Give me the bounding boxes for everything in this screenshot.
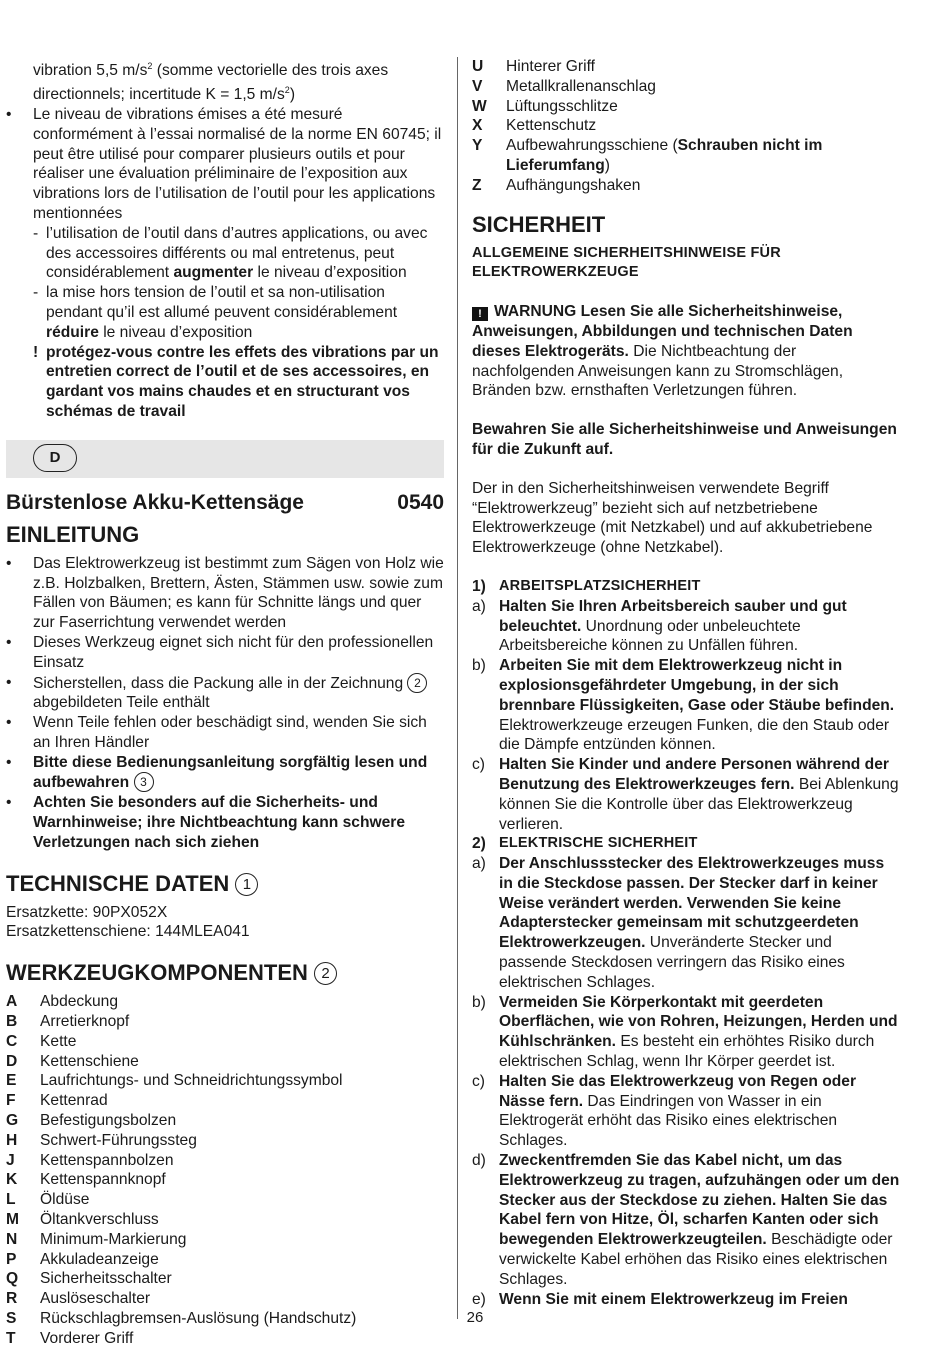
allgemeine-heading: ALLGEMEINE SICHERHEITSHINWEISE FÜR ELEKTROWERKZEUGE [472,244,781,281]
component-letter: D [6,1052,18,1070]
vibration-line-1: vibration 5,5 $m/s^2$ (somme vectorielle des trois axes [33,61,389,80]
einleitung-bullet-2: • Dieses Werkzeug eignet sich nicht für den professionellen Einsatz [6,633,444,673]
section-2: 2) ELEKTRISCHE SICHERHEIT [472,835,698,853]
component-label: Kette [40,1032,77,1050]
component-item [6,1269,444,1289]
component-item [6,1190,444,1210]
component-label: Schwert-Führungssteg [40,1131,197,1149]
component-item [6,1289,444,1309]
right-column [472,57,902,1309]
section-1b: b) Arbeiten Sie mit dem Elektrowerkzeug nicht in explosionsgefährdeter Umgebung, in der sich brennbare Flüssigkeiten, Gase oder Stäube befinden. Elektrowerkzeuge erzeugen Funken, die den Staub oder die Dämpfe entzünden können. [472,657,895,754]
technische-daten-heading: TECHNISCHE DATEN 1 [6,869,444,899]
component-letter: P [6,1250,17,1268]
component-letter: A [6,993,18,1011]
component-label: Befestigungsbolzen [40,1112,177,1130]
vibration-sub-1: - l’utilisation de l’outil dans d’autres applications, ou avec des accessoires différents ou mal entretenus, peut considérablement augmenter le niveau d’exposition [6,224,444,283]
component-label: Kettenrad [40,1092,108,1110]
component-item [472,57,902,77]
vibration-line-2: directionnels; incertitude K = 1,5 $m/s^2$) [33,84,296,104]
component-list [6,992,444,1348]
left-column [6,57,444,1349]
product-code: 0540 [397,490,444,514]
figure-ref-icon: 3 [134,772,154,792]
component-item [6,1170,444,1190]
component-item [6,1131,444,1151]
component-letter: Q [6,1270,19,1288]
component-letter: C [6,1032,18,1050]
language-bar [6,440,444,478]
component-label: Arretierknopf [40,1013,130,1031]
product-title: Bürstenlose Akku-Kettensäge [6,490,304,514]
werkzeugkomponenten-heading: WERKZEUGKOMPONENTEN 2 [6,958,444,988]
ersatzkette: Ersatzkette: 90PX052X [6,903,168,921]
component-label: Öldüse [40,1191,90,1209]
component-list-continued [472,57,902,136]
section-2c: c) Halten Sie das Elektrowerkzeug von Regen oder Nässe fern. Das Eindringen von Wasser in ein Elektrogerät erhöht das Risiko eines elektrischen Schlages. [472,1072,857,1150]
component-item [472,116,902,136]
component-item [6,1151,444,1171]
ersatzkettenschiene: Ersatzkettenschiene: 144MLEA041 [6,923,250,941]
component-label: Metallkrallenanschlag [506,77,656,95]
figure-ref-icon: 2 [314,962,337,985]
component-label: Kettenspannbolzen [40,1151,174,1169]
component-label: Auslöseschalter [40,1290,151,1308]
component-letter: F [6,1092,16,1110]
component-item [6,1111,444,1131]
component-label: Sicherheitsschalter [40,1270,172,1288]
component-label: Vorderer Griff [40,1329,134,1347]
component-label: Minimum-Markierung [40,1230,187,1248]
component-item [6,1210,444,1230]
keep-instructions: Bewahren Sie alle Sicherheitshinweise und Anweisungen für die Zukunft auf. [472,421,897,458]
component-item [6,1091,444,1111]
section-1a: a) Halten Sie Ihren Arbeitsbereich sauber und gut beleuchtet. Unordnung oder unbeleuchtete Arbeitsbereiche können zu Unfällen führen. [472,597,847,655]
component-item-y: Y Aufbewahrungsschiene (Schrauben nicht im Lieferumfang) [472,137,823,174]
component-item-z: Z Aufhängungshaken [472,176,641,194]
vibration-warning: ! protégez-vous contre les effets des vibrations par un entretien correct de l’outil et de ses accessoires, en gardant vos mains chaudes et en structurant vos schémas de travail [6,343,444,422]
component-item [6,1071,444,1091]
component-item [6,1052,444,1072]
einleitung-heading: EINLEITUNG [6,521,140,547]
warning-paragraph: ! WARNUNG Lesen Sie alle Sicherheitshinweise, Anweisungen, Abbildungen und technischen Daten dieses Elektrogeräts. Die Nichtbeachtung der nachfolgenden Anweisungen kann zu Stromschlägen, Bränden bzw. ernsthaften Verletzungen führen. [472,303,853,400]
component-letter: B [6,1013,18,1031]
component-letter: L [6,1191,16,1209]
sicherheit-heading: SICHERHEIT [472,211,606,237]
component-letter: W [472,97,487,115]
component-letter: N [6,1230,18,1248]
component-label: Lüftungsschlitze [506,97,618,115]
component-label: Rückschlagbremsen-Auslösung (Handschutz) [40,1310,357,1328]
section-1c: c) Halten Sie Kinder und andere Personen während der Benutzung des Elektrowerkzeuges fern. Bei Ablenkung können Sie die Kontrolle über das Elektrowerkzeug verlieren. [472,756,899,833]
page-number: 26 [466,1309,484,1326]
component-item [6,1250,444,1270]
language-badge: D [33,444,77,472]
component-label: Öltankverschluss [40,1211,159,1229]
figure-ref-icon: 2 [407,673,427,693]
einleitung-bullet-5: • Bitte diese Bedienungsanleitung sorgfältig lesen und aufbewahren 3 [6,753,444,794]
section-2d: d) Zweckentfremden Sie das Kabel nicht, um das Elektrowerkzeug zu tragen, aufzuhängen oder um den Stecker aus der Steckdose zu ziehen. Halten Sie das Kabel fern von Hitze, Öl, scharfen Kanten oder sich bewegenden Elektrowerkzeugteilen. Beschädigte oder verwickelte Kabel erhöhen das Risiko eines elektrischen Schlages. [472,1152,900,1288]
begriff-paragraph: Der in den Sicherheitshinweisen verwendete Begriff “Elektrowerkzeug” bezieht sich auf netzbetriebene Elektrowerkzeuge (mit Netzkabel) und auf akkubetriebene Elektrowerkzeuge (ohne Netzkabel). [472,479,873,557]
einleitung-bullet-1: • Das Elektrowerkzeug ist bestimmt zum Sägen von Holz wie z.B. Holzbalken, Brettern, Ästen, Stämmen usw. sowie zum Fällen von Bäumen; es kann für Schnitte längs und quer zur Faserrichtung verwendet werden [6,554,444,633]
component-letter: X [472,117,483,135]
component-label: Hinterer Griff [506,58,595,75]
component-letter: H [6,1131,18,1149]
section-2e: e) Wenn Sie mit einem Elektrowerkzeug im Freien [472,1290,848,1308]
component-item [6,1230,444,1250]
component-item [6,1329,444,1349]
component-letter: K [6,1171,18,1189]
vibration-bullet: • Le niveau de vibrations émises a été mesuré conformément à l’essai normalisé de la norme EN 60745; il peut être utilisé pour comparer plusieurs outils et pour réaliser une évaluation préliminaire de l’exposition aux vibrations lors de l’utilisation de l’outil pour les applications mentionnées [6,105,444,224]
einleitung-bullet-4: • Wenn Teile fehlen oder beschädigt sind, wenden Sie sich an Ihren Händler [6,713,444,753]
component-label: Kettenschiene [40,1052,139,1070]
figure-ref-icon: 1 [235,873,258,896]
component-item [472,97,902,117]
component-letter: E [6,1072,17,1090]
component-letter: G [6,1112,19,1130]
column-divider [457,57,458,1319]
component-item [6,1032,444,1052]
component-letter: U [472,58,484,75]
component-letter: M [6,1211,19,1229]
component-label: Abdeckung [40,993,119,1011]
component-letter: V [472,77,483,95]
component-letter: J [6,1151,15,1169]
warning-triangle-icon: ! [472,307,488,321]
section-2b: b) Vermeiden Sie Körperkontakt mit geerdeten Oberflächen, wie von Rohren, Heizungen, Herden und Kühlschränken. Es besteht ein erhöhtes Risiko durch elektrischen Schlag, wenn Ihr Körper geerdet ist. [472,993,898,1071]
section-2a: a) Der Anschlussstecker des Elektrowerkzeuges muss in die Steckdose passen. Der Stecker darf in keiner Weise verändert werden. Verwenden Sie keine Adapterstecker gemeinsam mit schutzgeerdeten Elektrowerkzeugen. Unveränderte Stecker und passende Steckdosen verringern das Risiko eines elektrischen Schlages. [472,855,885,991]
product-title-row [6,488,444,518]
component-item [6,992,444,1012]
einleitung-bullet-3: • Sicherstellen, dass die Packung alle in der Zeichnung 2 abgebildeten Teile enthält [6,673,444,714]
component-label: Kettenspannknopf [40,1171,166,1189]
component-letter: S [6,1310,17,1328]
component-letter: T [6,1329,16,1347]
component-letter: R [6,1290,18,1308]
vibration-sub-2: - la mise hors tension de l’outil et sa non-utilisation pendant qu’il est allumé peuvent considérablement réduire le niveau d’exposition [6,283,444,342]
einleitung-bullet-6: • Achten Sie besonders auf die Sicherheits- und Warnhinweise; ihre Nichtbeachtung kann schwere Verletzungen nach sich ziehen [6,793,444,852]
component-item [6,1012,444,1032]
component-item [472,77,902,97]
component-label: Akkuladeanzeige [40,1250,159,1268]
component-label: Laufrichtungs- und Schneidrichtungssymbol [40,1072,343,1090]
section-1: 1) ARBEITSPLATZSICHERHEIT [472,577,701,595]
component-label: Kettenschutz [506,117,597,135]
